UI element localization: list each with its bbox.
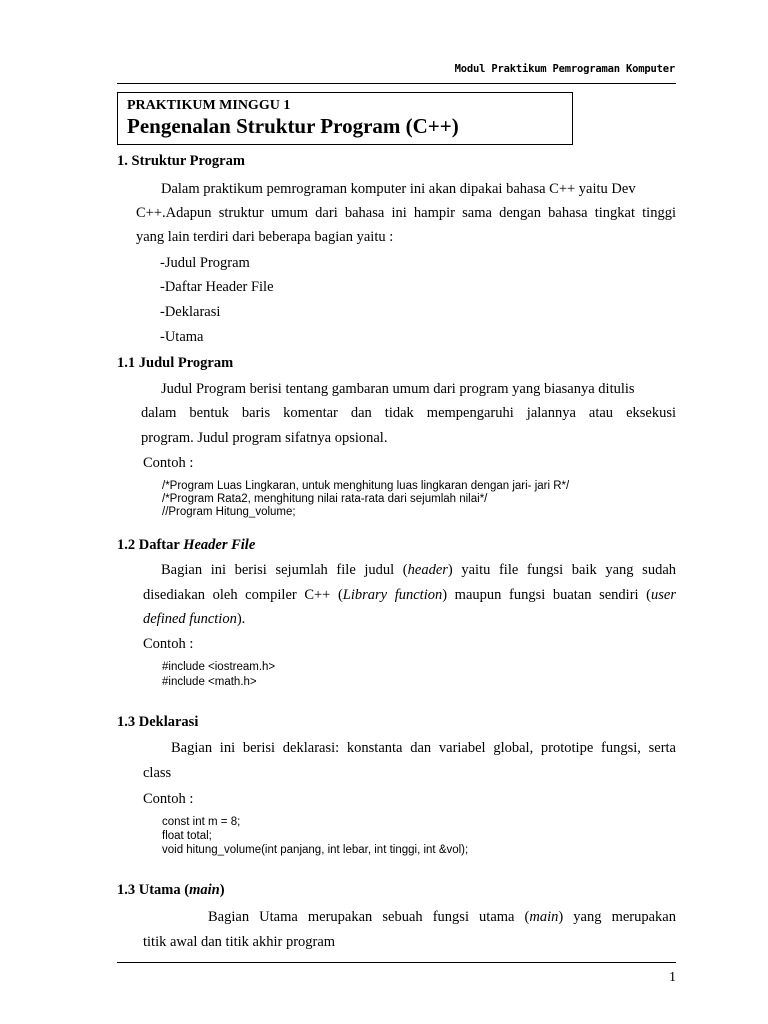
- s11-para-line-2: dalam bentuk baris komentar dan tidak mempengaruhi jalannya atau eksekusi: [141, 405, 676, 421]
- code-line: #include <iostream.h>: [162, 661, 276, 673]
- section-heading-1-2: 1.2 Daftar Header File: [117, 537, 256, 553]
- s11-para-line-3: program. Judul program sifatnya opsional.: [141, 430, 388, 446]
- code-line: void hitung_volume(int panjang, int lebar, int tinggi, int &vol);: [162, 844, 469, 856]
- s14-para-line-2: titik awal dan titik akhir program: [143, 934, 336, 950]
- s12-para-line-2: disediakan oleh compiler C++ (Library function) maupun fungsi buatan sendiri (user: [143, 587, 676, 603]
- code-line: /*Program Luas Lingkaran, untuk menghitung luas lingkaran dengan jari- jari R*/: [162, 480, 570, 492]
- contoh-label: Contoh :: [143, 455, 194, 471]
- section-heading-1-1: 1.1 Judul Program: [117, 355, 234, 371]
- contoh-label: Contoh :: [143, 636, 194, 652]
- s12-para-line-1: Bagian ini berisi sejumlah file judul (header) yaitu file fungsi baik yang sudah: [161, 562, 677, 578]
- s1-para-line-2: C++.Adapun struktur umum dari bahasa ini hampir sama dengan bahasa tingkat tinggi: [136, 205, 676, 221]
- code-line: const int m = 8;: [162, 816, 241, 828]
- s11-para-line-1: Judul Program berisi tentang gambaran umum dari program yang biasanya ditulis: [161, 381, 635, 397]
- s14-para-line-1: Bagian Utama merupakan sebuah fungsi utama (main) yang merupakan: [208, 909, 676, 925]
- list-item: -Deklarasi: [160, 304, 221, 320]
- page-title: Pengenalan Struktur Program (C++): [127, 114, 459, 138]
- s13-para-line-1: Bagian ini berisi deklarasi: konstanta dan variabel global, prototipe fungsi, serta: [171, 740, 676, 756]
- code-line: /*Program Rata2, menghitung nilai rata-rata dari sejumlah nilai*/: [162, 493, 488, 505]
- section-heading-1: 1. Struktur Program: [117, 153, 245, 169]
- footer-rule: [117, 962, 676, 963]
- s1-para-line-3: yang lain terdiri dari beberapa bagian yaitu :: [136, 229, 394, 245]
- section-heading-1-3: 1.3 Deklarasi: [117, 714, 199, 730]
- title-box: [117, 92, 573, 145]
- s1-para-line-1: Dalam praktikum pemrograman komputer ini akan dipakai bahasa C++ yaitu Dev: [161, 181, 636, 197]
- section-heading-utama: 1.3 Utama (main): [117, 882, 225, 898]
- contoh-label: Contoh :: [143, 791, 194, 807]
- list-item: -Judul Program: [160, 255, 250, 271]
- week-label: PRAKTIKUM MINGGU 1: [127, 98, 291, 113]
- list-item: -Utama: [160, 329, 204, 345]
- s13-para-line-2: class: [143, 765, 172, 781]
- code-line: #include <math.h>: [162, 676, 257, 688]
- page-number: 1: [669, 970, 676, 985]
- s12-para-line-3: defined function).: [143, 611, 246, 627]
- list-item: -Daftar Header File: [160, 279, 274, 295]
- code-line: float total;: [162, 830, 212, 842]
- running-header: Modul Praktikum Pemrograman Komputer: [454, 63, 675, 75]
- header-rule: [117, 83, 676, 84]
- code-line: //Program Hitung_volume;: [162, 506, 296, 518]
